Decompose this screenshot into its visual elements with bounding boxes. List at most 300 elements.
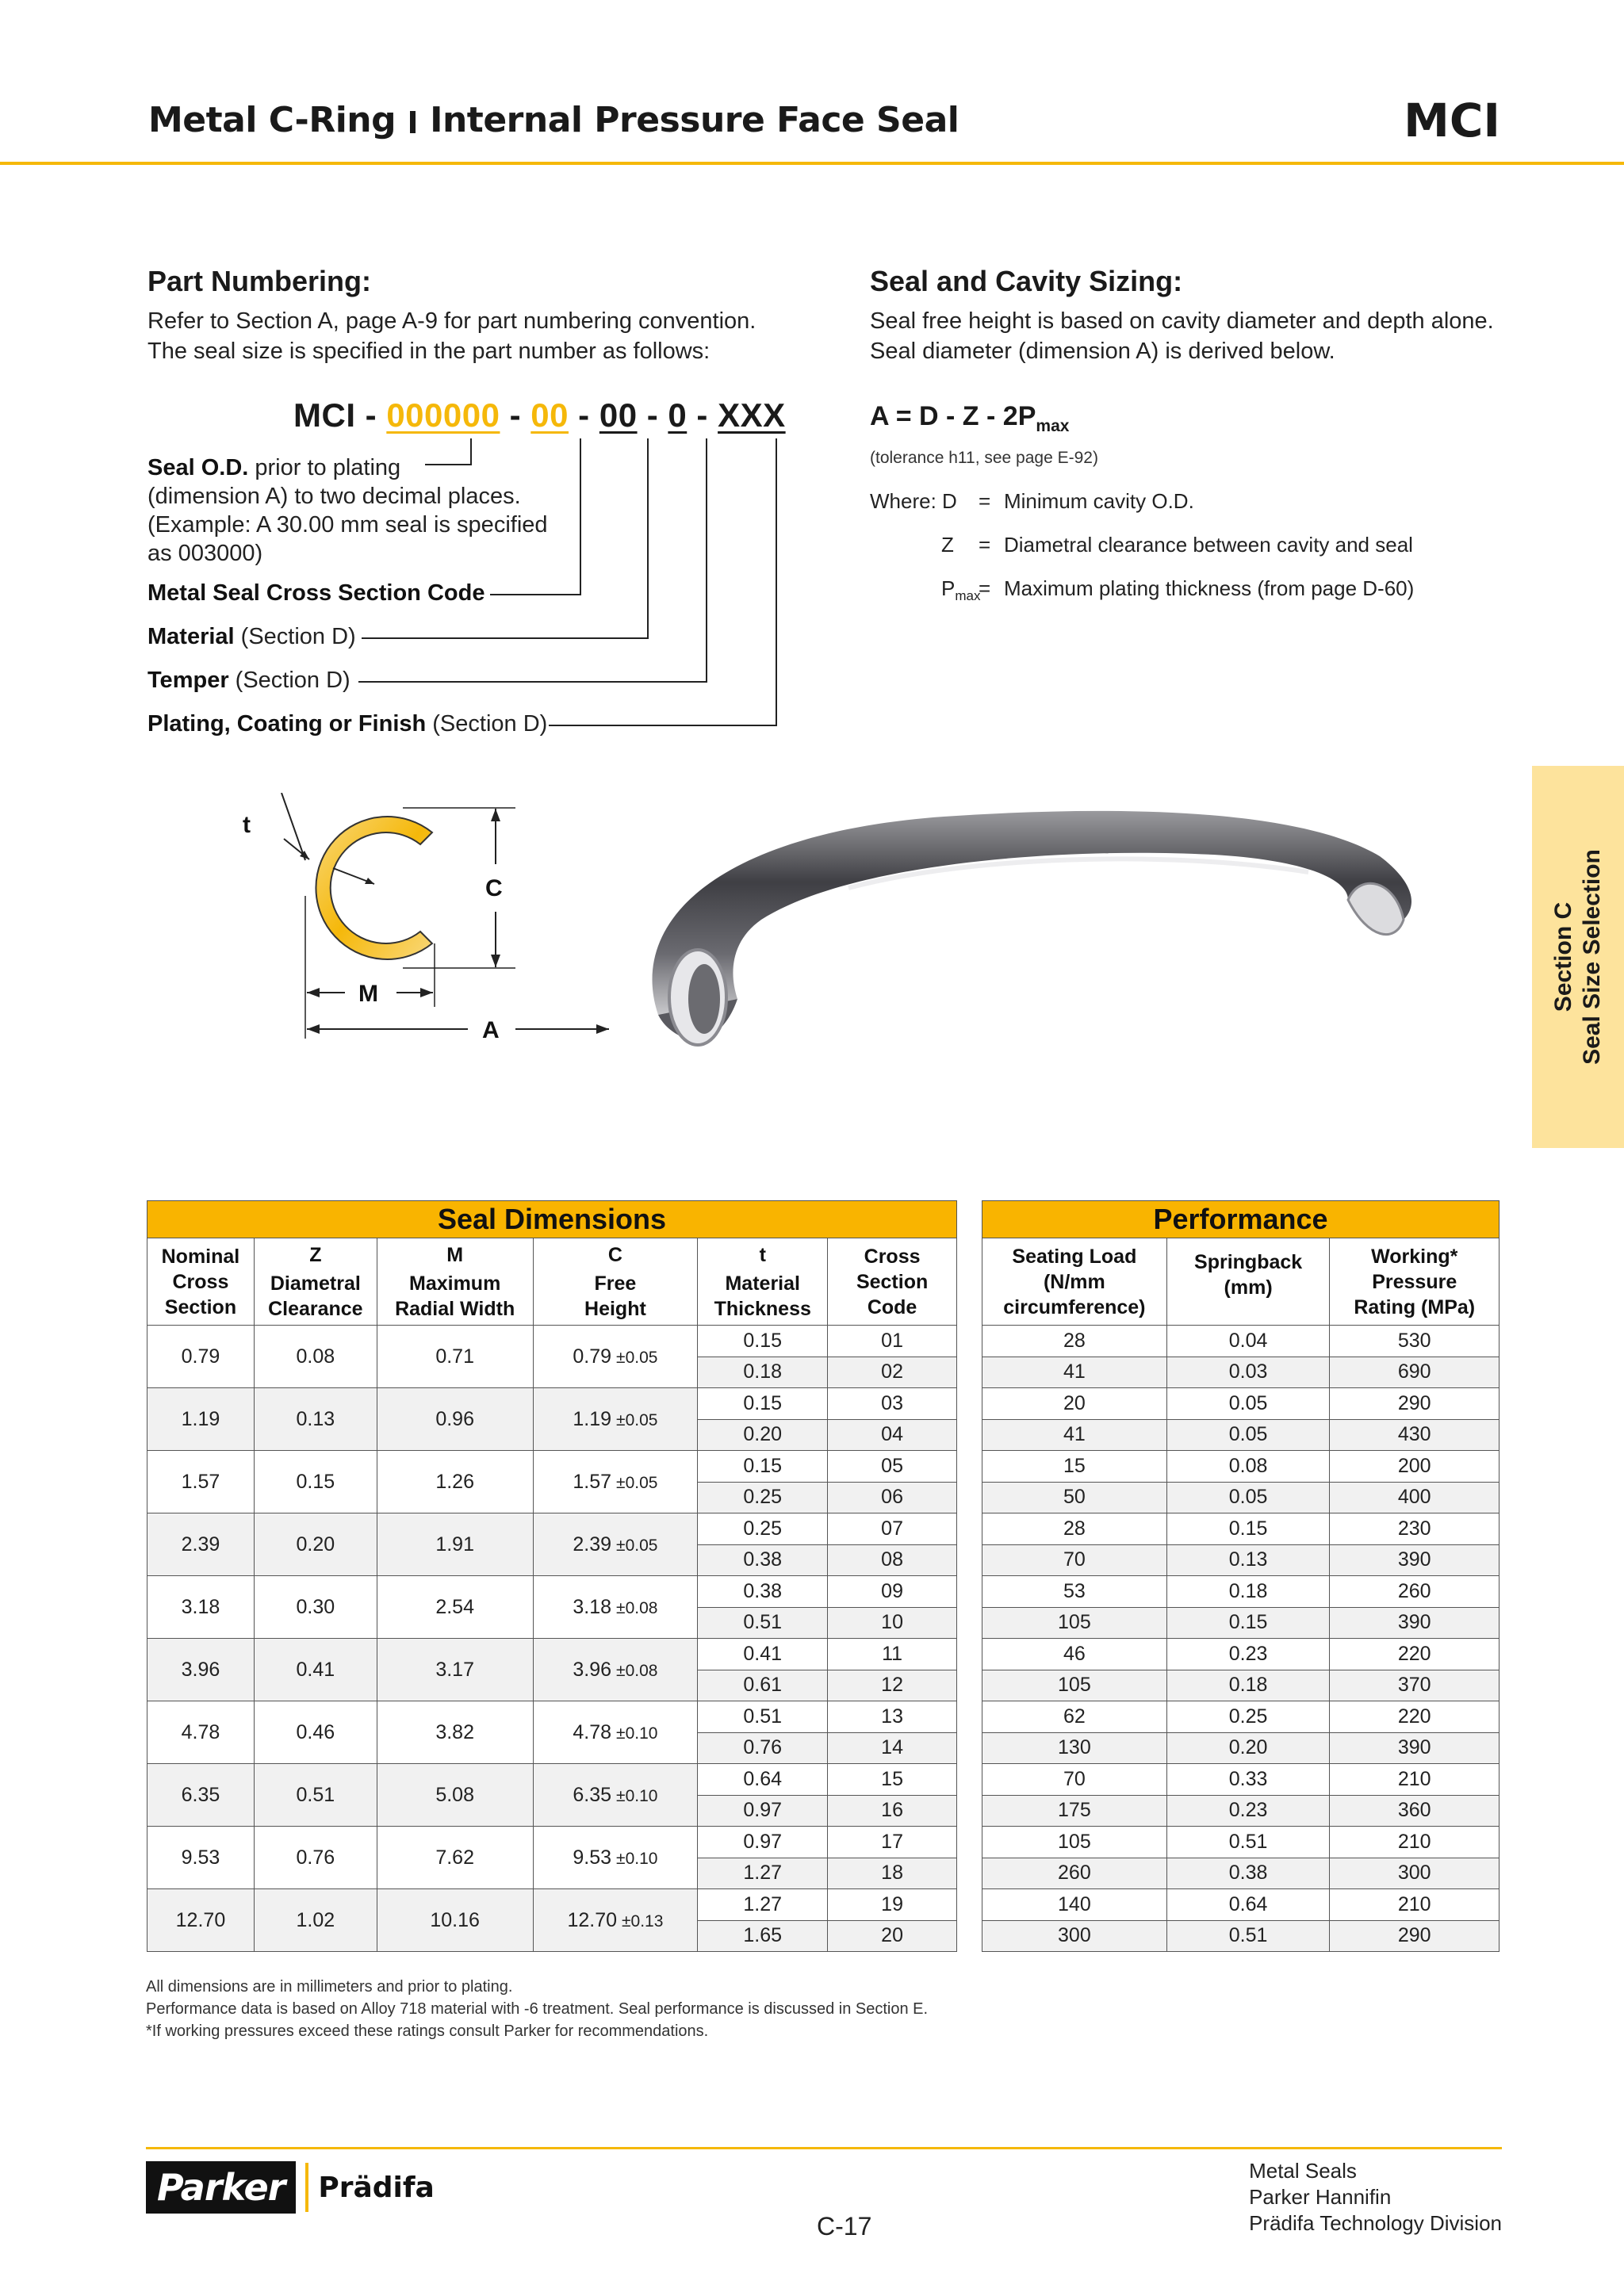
- header-rule: [0, 162, 1624, 165]
- performance-title: Performance: [982, 1201, 1500, 1238]
- part-numbering-line2: The seal size is specified in the part number as follows:: [147, 339, 710, 364]
- table-row: [982, 1388, 1500, 1420]
- where-z-label: Z: [941, 533, 954, 557]
- performance-body: [982, 1326, 1500, 1952]
- sizing-section: [870, 265, 1494, 366]
- cell-z: 0.76: [254, 1827, 377, 1889]
- cell-pressure: 230: [1330, 1513, 1500, 1545]
- cell-nominal: 9.53: [147, 1827, 255, 1889]
- ring-body: [653, 811, 1412, 1015]
- table-row: [982, 1576, 1500, 1608]
- cell-springback: 0.51: [1166, 1827, 1330, 1858]
- sizing-line2: Seal diameter (dimension A) is derived below.: [870, 339, 1335, 364]
- col-nominal: [147, 1238, 255, 1326]
- pn-dash: -: [569, 396, 599, 434]
- c-tolerance: ±0.13: [622, 1911, 664, 1931]
- c-ring-cross-section-diagram: [230, 793, 642, 1062]
- label-c: C: [485, 875, 503, 901]
- cell-pressure: 200: [1330, 1451, 1500, 1483]
- cell-code: 13: [828, 1701, 957, 1733]
- hdr-line: Thickness: [714, 1297, 811, 1320]
- cell-m: 7.62: [377, 1827, 533, 1889]
- section-tab-text: [1549, 838, 1607, 1076]
- cell-pressure: 210: [1330, 1889, 1500, 1921]
- title-separator: [410, 111, 416, 133]
- cell-m: 1.91: [377, 1513, 533, 1576]
- leader-od-h: [425, 464, 471, 465]
- pn-seg-material: 00: [599, 396, 638, 434]
- cell-code: 04: [828, 1419, 957, 1451]
- c-tolerance: ±0.10: [616, 1849, 658, 1868]
- cell-c: [533, 1639, 698, 1701]
- p-sub: max: [955, 588, 981, 604]
- table-row: [982, 1607, 1500, 1639]
- cell-springback: 0.04: [1166, 1326, 1330, 1357]
- p-label: P: [941, 576, 956, 600]
- leader-temper-h: [358, 681, 707, 683]
- cell-seating: 70: [982, 1544, 1167, 1576]
- c-tolerance: ±0.05: [616, 1410, 658, 1429]
- cell-springback: 0.33: [1166, 1764, 1330, 1796]
- table-row: [982, 1889, 1500, 1921]
- cell-pressure: 300: [1330, 1858, 1500, 1889]
- eq-z: =: [979, 533, 991, 557]
- label-m: M: [358, 981, 378, 1007]
- cell-t: 0.25: [698, 1482, 828, 1513]
- c-value: 1.19: [573, 1407, 612, 1430]
- cell-springback: 0.15: [1166, 1513, 1330, 1545]
- pn-seg-od: 000000: [386, 396, 500, 434]
- cell-z: 1.02: [254, 1889, 377, 1952]
- table-row: [982, 1326, 1500, 1357]
- hdr-line: Seating Load: [1012, 1245, 1137, 1268]
- cell-z: 0.15: [254, 1451, 377, 1513]
- cell-pressure: 220: [1330, 1639, 1500, 1670]
- leader-plating-v: [776, 438, 777, 726]
- cell-pressure: 390: [1330, 1544, 1500, 1576]
- table-row: [982, 1670, 1500, 1701]
- cell-t: 1.27: [698, 1858, 828, 1889]
- col-seating-load: [982, 1238, 1167, 1326]
- cell-seating: 105: [982, 1827, 1167, 1858]
- cell-t: 0.15: [698, 1388, 828, 1420]
- cell-t: 0.25: [698, 1513, 828, 1545]
- leader-material-v: [647, 438, 649, 639]
- cell-code: 11: [828, 1639, 957, 1670]
- cell-t: 0.38: [698, 1544, 828, 1576]
- table-row: [147, 1764, 957, 1796]
- cell-m: 5.08: [377, 1764, 533, 1827]
- cell-seating: 28: [982, 1513, 1167, 1545]
- cell-springback: 0.18: [1166, 1670, 1330, 1701]
- hdr-line: (mm): [1224, 1276, 1273, 1299]
- logo-divider: [305, 2163, 308, 2212]
- cell-pressure: 260: [1330, 1576, 1500, 1608]
- cell-nominal: 3.18: [147, 1576, 255, 1639]
- cell-code: 02: [828, 1357, 957, 1388]
- c-ring-section: [316, 817, 432, 959]
- cell-t: 1.65: [698, 1920, 828, 1952]
- col-code: [828, 1238, 957, 1326]
- cell-code: 12: [828, 1670, 957, 1701]
- footer-rule: [146, 2147, 1502, 2149]
- performance-table: [982, 1200, 1500, 1952]
- cell-nominal: 1.57: [147, 1451, 255, 1513]
- cell-m: 0.96: [377, 1388, 533, 1451]
- cell-c: [533, 1889, 698, 1952]
- eq-p: =: [979, 576, 991, 600]
- table-row: [982, 1513, 1500, 1545]
- cell-springback: 0.05: [1166, 1419, 1330, 1451]
- cell-seating: 53: [982, 1576, 1167, 1608]
- c-value: 4.78: [573, 1720, 612, 1743]
- table-row: [147, 1576, 957, 1608]
- cell-z: 0.41: [254, 1639, 377, 1701]
- leader-material-h: [362, 637, 649, 639]
- c-tolerance: ±0.05: [616, 1348, 658, 1367]
- col-c: [533, 1238, 698, 1326]
- sizing-formula: [870, 401, 1069, 436]
- cell-springback: 0.05: [1166, 1388, 1330, 1420]
- cross-bold: Metal Seal Cross Section Code: [147, 580, 485, 606]
- cell-pressure: 220: [1330, 1701, 1500, 1733]
- cell-pressure: 430: [1330, 1419, 1500, 1451]
- hdr-line: Z: [309, 1243, 322, 1266]
- cell-t: 0.18: [698, 1357, 828, 1388]
- leader-od-v: [470, 438, 472, 465]
- hdr-line: Section: [856, 1270, 929, 1293]
- section-tab-line2: Seal Size Selection: [1579, 849, 1605, 1065]
- cell-code: 19: [828, 1889, 957, 1921]
- table-row: [982, 1827, 1500, 1858]
- cell-code: 18: [828, 1858, 957, 1889]
- cell-c: [533, 1827, 698, 1889]
- table-row: [982, 1795, 1500, 1827]
- cell-t: 0.97: [698, 1795, 828, 1827]
- col-pressure: [1330, 1238, 1500, 1326]
- cell-springback: 0.18: [1166, 1576, 1330, 1608]
- cell-t: 0.51: [698, 1607, 828, 1639]
- pn-dash: -: [637, 396, 668, 434]
- table-row: [147, 1889, 957, 1921]
- table-row: [147, 1513, 957, 1545]
- footer-div1: Metal Seals: [1249, 2159, 1357, 2183]
- plating-bold: Plating, Coating or Finish: [147, 711, 427, 737]
- cell-code: 03: [828, 1388, 957, 1420]
- cell-seating: 41: [982, 1419, 1167, 1451]
- cell-code: 09: [828, 1576, 957, 1608]
- page-title: [148, 100, 959, 140]
- cell-pressure: 360: [1330, 1795, 1500, 1827]
- cell-seating: 140: [982, 1889, 1167, 1921]
- hdr-line: Maximum: [409, 1272, 501, 1295]
- hdr-line: Radial Width: [395, 1297, 515, 1320]
- material-bold: Material: [147, 624, 235, 649]
- cell-springback: 0.51: [1166, 1920, 1330, 1952]
- label-material: [147, 622, 356, 651]
- cell-t: 0.15: [698, 1326, 828, 1357]
- hdr-line: M: [446, 1243, 464, 1266]
- hdr-line: Free: [594, 1272, 637, 1295]
- cell-t: 0.20: [698, 1419, 828, 1451]
- footer-div3: Prädifa Technology Division: [1249, 2211, 1502, 2235]
- c-tolerance: ±0.10: [616, 1724, 658, 1743]
- col-springback: [1166, 1238, 1330, 1326]
- label-cross-section: [147, 579, 485, 607]
- cell-code: 20: [828, 1920, 957, 1952]
- od-line2: (dimension A) to two decimal places.: [147, 484, 521, 509]
- cell-code: 17: [828, 1827, 957, 1858]
- cell-springback: 0.23: [1166, 1795, 1330, 1827]
- cell-springback: 0.05: [1166, 1482, 1330, 1513]
- label-t: t: [243, 812, 251, 838]
- cell-pressure: 690: [1330, 1357, 1500, 1388]
- cell-code: 06: [828, 1482, 957, 1513]
- od-line4: as 003000): [147, 541, 263, 566]
- cell-pressure: 530: [1330, 1326, 1500, 1357]
- part-numbering-line1: Refer to Section A, page A-9 for part numbering convention.: [147, 308, 756, 334]
- table-row: [147, 1701, 957, 1733]
- table-row: [982, 1920, 1500, 1952]
- cell-code: 10: [828, 1607, 957, 1639]
- cell-z: 0.51: [254, 1764, 377, 1827]
- formula-text: A = D - Z - 2P: [870, 401, 1036, 431]
- cell-seating: 28: [982, 1326, 1167, 1357]
- cell-t: 0.51: [698, 1701, 828, 1733]
- cell-code: 08: [828, 1544, 957, 1576]
- od-rest: prior to plating: [248, 455, 401, 480]
- cell-nominal: 6.35: [147, 1764, 255, 1827]
- table-row: [147, 1451, 957, 1483]
- cell-m: 1.26: [377, 1451, 533, 1513]
- table-row: [147, 1388, 957, 1420]
- table-notes: [146, 1976, 928, 2042]
- table-row: [982, 1357, 1500, 1388]
- cell-seating: 130: [982, 1732, 1167, 1764]
- c-value: 2.39: [573, 1533, 612, 1556]
- od-bold: Seal O.D.: [147, 455, 249, 480]
- cell-t: 0.41: [698, 1639, 828, 1670]
- material-rest: (Section D): [234, 624, 356, 649]
- product-code: MCI: [1404, 94, 1500, 147]
- tolerance-note: (tolerance h11, see page E-92): [870, 449, 1098, 467]
- cell-seating: 41: [982, 1357, 1167, 1388]
- c-ring-3d-illustration: [611, 761, 1507, 1062]
- c-value: 3.96: [573, 1658, 612, 1681]
- part-numbering-heading: Part Numbering:: [147, 265, 372, 297]
- pn-dash: -: [500, 396, 531, 434]
- cell-nominal: 4.78: [147, 1701, 255, 1764]
- table-row: [982, 1451, 1500, 1483]
- hdr-line: Rating (MPa): [1354, 1295, 1476, 1318]
- cell-pressure: 390: [1330, 1607, 1500, 1639]
- seal-dimensions-table: [147, 1200, 957, 1952]
- cell-seating: 50: [982, 1482, 1167, 1513]
- cell-m: 10.16: [377, 1889, 533, 1952]
- hdr-line: (N/mm: [1043, 1270, 1105, 1293]
- cell-seating: 15: [982, 1451, 1167, 1483]
- cell-springback: 0.25: [1166, 1701, 1330, 1733]
- cell-code: 15: [828, 1764, 957, 1796]
- label-seal-od: [147, 453, 548, 568]
- footer-div2: Parker Hannifin: [1249, 2185, 1392, 2209]
- title-right: Internal Pressure Face Seal: [430, 100, 959, 140]
- hdr-line: Code: [867, 1295, 917, 1318]
- cell-code: 14: [828, 1732, 957, 1764]
- cell-code: 16: [828, 1795, 957, 1827]
- where-d-label: Where: D: [870, 489, 957, 513]
- page-number: C-17: [817, 2212, 872, 2241]
- cell-nominal: 1.19: [147, 1388, 255, 1451]
- cell-t: 1.27: [698, 1889, 828, 1921]
- logo-parker: Parker: [146, 2161, 296, 2214]
- cell-t: 0.76: [698, 1732, 828, 1764]
- cell-springback: 0.13: [1166, 1544, 1330, 1576]
- cell-t: 0.61: [698, 1670, 828, 1701]
- seal-dimensions-title: Seal Dimensions: [147, 1201, 957, 1238]
- cell-m: 3.17: [377, 1639, 533, 1701]
- table-row: [982, 1732, 1500, 1764]
- cell-springback: 0.03: [1166, 1357, 1330, 1388]
- cell-c: [533, 1576, 698, 1639]
- cell-m: 3.82: [377, 1701, 533, 1764]
- table-row: [982, 1701, 1500, 1733]
- cell-seating: 46: [982, 1639, 1167, 1670]
- cell-seating: 105: [982, 1670, 1167, 1701]
- c-tolerance: ±0.08: [616, 1598, 658, 1617]
- table-row: [982, 1858, 1500, 1889]
- cell-springback: 0.08: [1166, 1451, 1330, 1483]
- cell-springback: 0.23: [1166, 1639, 1330, 1670]
- table-row: [147, 1639, 957, 1670]
- table-row: [147, 1326, 957, 1357]
- hdr-line: Section: [164, 1295, 237, 1318]
- cell-nominal: 0.79: [147, 1326, 255, 1388]
- c-value: 3.18: [573, 1595, 612, 1618]
- hdr-line: Diametral: [270, 1272, 361, 1295]
- pn-seg-plating: XXX: [718, 396, 786, 434]
- cell-springback: 0.38: [1166, 1858, 1330, 1889]
- col-z: [254, 1238, 377, 1326]
- leader-cross-h: [490, 594, 580, 595]
- cell-c: [533, 1451, 698, 1513]
- cell-m: 2.54: [377, 1576, 533, 1639]
- def-z: Diametral clearance between cavity and seal: [1004, 533, 1413, 557]
- logo-pradifa: Prädifa: [318, 2171, 435, 2204]
- hdr-line: t: [759, 1243, 766, 1266]
- def-p: Maximum plating thickness (from page D-60): [1004, 576, 1415, 600]
- parker-logo: [146, 2161, 435, 2214]
- title-left: Metal C-Ring: [148, 100, 396, 140]
- c-value: 6.35: [573, 1783, 612, 1806]
- cell-pressure: 290: [1330, 1388, 1500, 1420]
- table-row: [982, 1764, 1500, 1796]
- c-value: 12.70: [567, 1908, 617, 1931]
- hdr-line: Cross: [172, 1270, 229, 1293]
- cell-pressure: 390: [1330, 1732, 1500, 1764]
- cell-springback: 0.20: [1166, 1732, 1330, 1764]
- c-tolerance: ±0.05: [616, 1473, 658, 1492]
- cell-pressure: 290: [1330, 1920, 1500, 1952]
- label-temper: [147, 666, 350, 695]
- part-number-template: [293, 396, 786, 434]
- table-row: [982, 1419, 1500, 1451]
- plating-rest: (Section D): [426, 711, 548, 737]
- cell-nominal: 12.70: [147, 1889, 255, 1952]
- cell-nominal: 3.96: [147, 1639, 255, 1701]
- hdr-line: Pressure: [1372, 1270, 1457, 1293]
- sizing-heading: Seal and Cavity Sizing:: [870, 265, 1183, 297]
- cell-springback: 0.15: [1166, 1607, 1330, 1639]
- label-plating: [147, 710, 547, 738]
- c-tolerance: ±0.05: [616, 1536, 658, 1555]
- hdr-line: Springback: [1194, 1251, 1303, 1273]
- leader-cross-v: [580, 438, 581, 595]
- cell-seating: 260: [982, 1858, 1167, 1889]
- hdr-line: Nominal: [161, 1245, 240, 1268]
- note-3: *If working pressures exceed these ratings consult Parker for recommendations.: [146, 2022, 709, 2040]
- cell-c: [533, 1326, 698, 1388]
- footer-division: [1249, 2158, 1502, 2237]
- cell-z: 0.08: [254, 1326, 377, 1388]
- table-row: [147, 1827, 957, 1858]
- section-tab-line1: Section C: [1550, 901, 1576, 1012]
- cell-t: 0.15: [698, 1451, 828, 1483]
- hdr-line: Working*: [1371, 1245, 1458, 1268]
- hdr-line: Material: [725, 1272, 800, 1295]
- cell-seating: 105: [982, 1607, 1167, 1639]
- cell-seating: 62: [982, 1701, 1167, 1733]
- where-p-label: [941, 576, 980, 604]
- cell-c: [533, 1388, 698, 1451]
- eq-d: =: [979, 489, 991, 513]
- c-value: 1.57: [573, 1470, 612, 1493]
- cell-seating: 70: [982, 1764, 1167, 1796]
- cell-code: 01: [828, 1326, 957, 1357]
- c-value: 0.79: [573, 1345, 612, 1368]
- cell-t: 0.97: [698, 1827, 828, 1858]
- label-a: A: [482, 1017, 500, 1043]
- cell-seating: 175: [982, 1795, 1167, 1827]
- cell-pressure: 210: [1330, 1827, 1500, 1858]
- cell-t: 0.64: [698, 1764, 828, 1796]
- cell-pressure: 210: [1330, 1764, 1500, 1796]
- cell-m: 0.71: [377, 1326, 533, 1388]
- cell-c: [533, 1513, 698, 1576]
- temper-rest: (Section D): [228, 668, 350, 693]
- hdr-line: Cross: [864, 1245, 921, 1268]
- note-2: Performance data is based on Alloy 718 material with -6 treatment. Seal performance is discussed in Section E.: [146, 2000, 929, 2018]
- seal-dimensions-body: [147, 1326, 957, 1952]
- cell-z: 0.13: [254, 1388, 377, 1451]
- sizing-line1: Seal free height is based on cavity diameter and depth alone.: [870, 308, 1494, 334]
- c-tolerance: ±0.08: [616, 1661, 658, 1680]
- od-line3: (Example: A 30.00 mm seal is specified: [147, 512, 548, 538]
- part-numbering-section: [147, 265, 756, 366]
- cell-z: 0.20: [254, 1513, 377, 1576]
- c-value: 9.53: [573, 1846, 612, 1869]
- hdr-line: C: [607, 1243, 622, 1266]
- c-tolerance: ±0.10: [616, 1786, 658, 1805]
- hdr-line: Clearance: [268, 1297, 363, 1320]
- cell-nominal: 2.39: [147, 1513, 255, 1576]
- cell-z: 0.46: [254, 1701, 377, 1764]
- cell-pressure: 400: [1330, 1482, 1500, 1513]
- temper-bold: Temper: [147, 668, 229, 693]
- leader-temper-v: [706, 438, 707, 683]
- hdr-line: Height: [584, 1297, 646, 1320]
- cell-seating: 20: [982, 1388, 1167, 1420]
